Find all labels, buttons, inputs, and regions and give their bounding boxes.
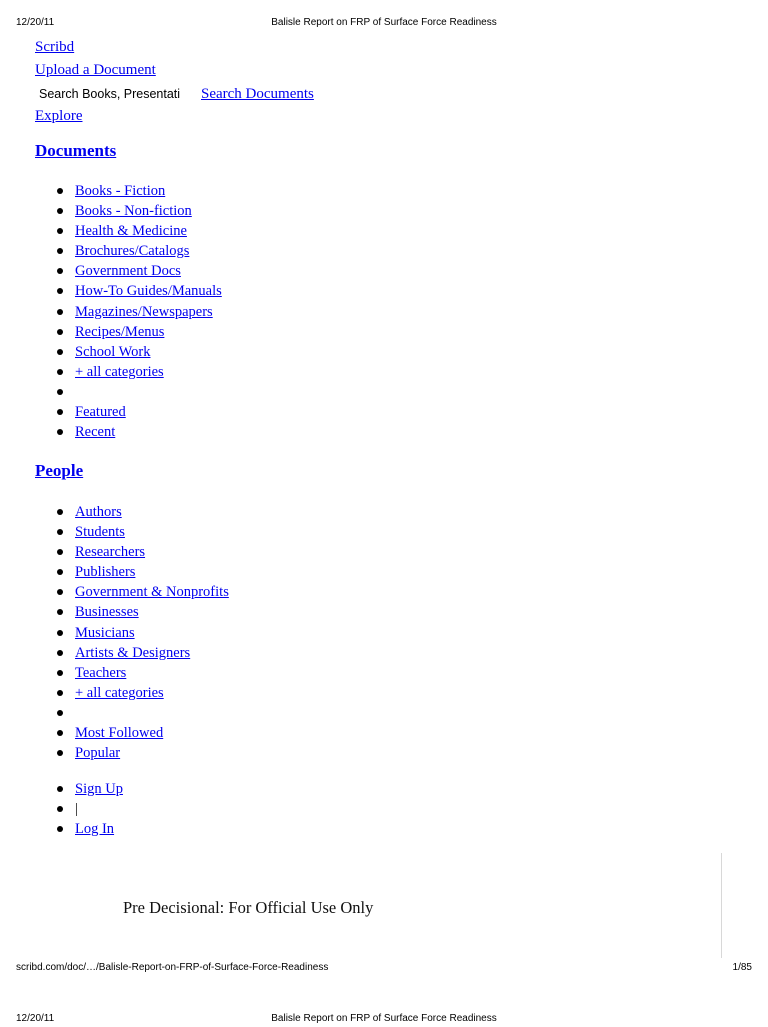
- print-title: Balisle Report on FRP of Surface Force Readiness: [271, 17, 497, 28]
- scribd-home-link[interactable]: Scribd: [35, 39, 75, 55]
- category-link[interactable]: Health & Medicine: [75, 223, 187, 240]
- sign-up-link[interactable]: Sign Up: [75, 781, 123, 797]
- category-link[interactable]: Artists & Designers: [75, 644, 191, 661]
- upload-document-link[interactable]: Upload a Document: [35, 62, 156, 78]
- category-link[interactable]: Publishers: [75, 564, 136, 581]
- category-link[interactable]: Researchers: [75, 544, 146, 561]
- category-link[interactable]: Brochures/Catalogs: [75, 243, 190, 260]
- explore-link[interactable]: Explore: [35, 108, 83, 124]
- people-category-list: [56, 502, 229, 763]
- category-link[interactable]: Most Followed: [75, 725, 164, 742]
- list-item: [56, 422, 222, 442]
- print-date: 12/20/11: [16, 17, 55, 28]
- search-documents-button[interactable]: Search Documents: [201, 85, 314, 102]
- page-number: 1/85: [732, 962, 752, 973]
- people-heading-link[interactable]: People: [35, 461, 84, 480]
- list-item: [56, 201, 222, 221]
- people-heading: [35, 461, 83, 481]
- list-item: [56, 562, 229, 582]
- list-item: [56, 322, 222, 342]
- scan-edge-divider: [721, 853, 722, 958]
- log-in-link[interactable]: Log In: [75, 821, 115, 838]
- list-item: [56, 502, 229, 522]
- category-link[interactable]: How-To Guides/Manuals: [75, 283, 222, 300]
- next-page-header: [16, 1013, 752, 1027]
- documents-heading-link[interactable]: Documents: [35, 141, 117, 160]
- documents-category-list: [56, 181, 222, 442]
- category-link[interactable]: Authors: [75, 504, 122, 520]
- list-item: [56, 663, 229, 683]
- list-item: [56, 181, 222, 201]
- list-item: [56, 402, 222, 422]
- category-link[interactable]: + all categories: [75, 363, 164, 380]
- print-footer: [16, 962, 752, 976]
- category-link[interactable]: Books - Fiction: [75, 183, 166, 199]
- separator: |: [75, 801, 78, 818]
- category-link[interactable]: Musicians: [75, 624, 135, 641]
- category-link[interactable]: Businesses: [75, 604, 139, 621]
- category-link[interactable]: + all categories: [75, 684, 164, 701]
- print-title: Balisle Report on FRP of Surface Force Readiness: [271, 1013, 497, 1024]
- print-date: 12/20/11: [16, 1013, 55, 1024]
- print-header: [16, 17, 752, 31]
- list-item: [56, 683, 229, 703]
- list-item: [56, 582, 229, 602]
- list-item: [56, 362, 222, 382]
- print-url: scribd.com/doc/…/Balisle-Report-on-FRP-of-Surface-Force-Readiness: [16, 962, 329, 973]
- category-link[interactable]: Government & Nonprofits: [75, 584, 229, 601]
- search-form: [35, 82, 314, 105]
- list-item: [56, 302, 222, 322]
- category-link[interactable]: Popular: [75, 745, 121, 762]
- list-item: [56, 819, 123, 839]
- documents-heading: [35, 141, 116, 161]
- list-item: [56, 342, 222, 362]
- list-item: [56, 241, 222, 261]
- list-item: [56, 799, 123, 819]
- category-link[interactable]: Books - Non-fiction: [75, 203, 192, 220]
- account-list: [56, 779, 123, 839]
- category-link[interactable]: Recent: [75, 424, 116, 441]
- list-item: [56, 643, 229, 663]
- top-navigation: [35, 36, 314, 128]
- list-item: [56, 602, 229, 622]
- category-link[interactable]: Teachers: [75, 664, 127, 681]
- list-item: [56, 623, 229, 643]
- category-link[interactable]: Government Docs: [75, 263, 181, 280]
- list-item: [56, 382, 222, 402]
- category-link[interactable]: School Work: [75, 343, 151, 360]
- list-item: [56, 221, 222, 241]
- category-link[interactable]: Recipes/Menus: [75, 323, 165, 340]
- list-item: [56, 261, 222, 281]
- document-marking: Pre Decisional: For Official Use Only: [123, 898, 374, 917]
- list-item: [56, 703, 229, 723]
- list-item: [56, 723, 229, 743]
- list-item: [56, 542, 229, 562]
- list-item: [56, 281, 222, 301]
- category-link[interactable]: Featured: [75, 404, 126, 421]
- category-link[interactable]: Students: [75, 524, 125, 541]
- category-link[interactable]: Magazines/Newspapers: [75, 303, 213, 320]
- search-input[interactable]: [35, 85, 197, 103]
- list-item: [56, 522, 229, 542]
- list-item: [56, 743, 229, 763]
- list-item: [56, 779, 123, 799]
